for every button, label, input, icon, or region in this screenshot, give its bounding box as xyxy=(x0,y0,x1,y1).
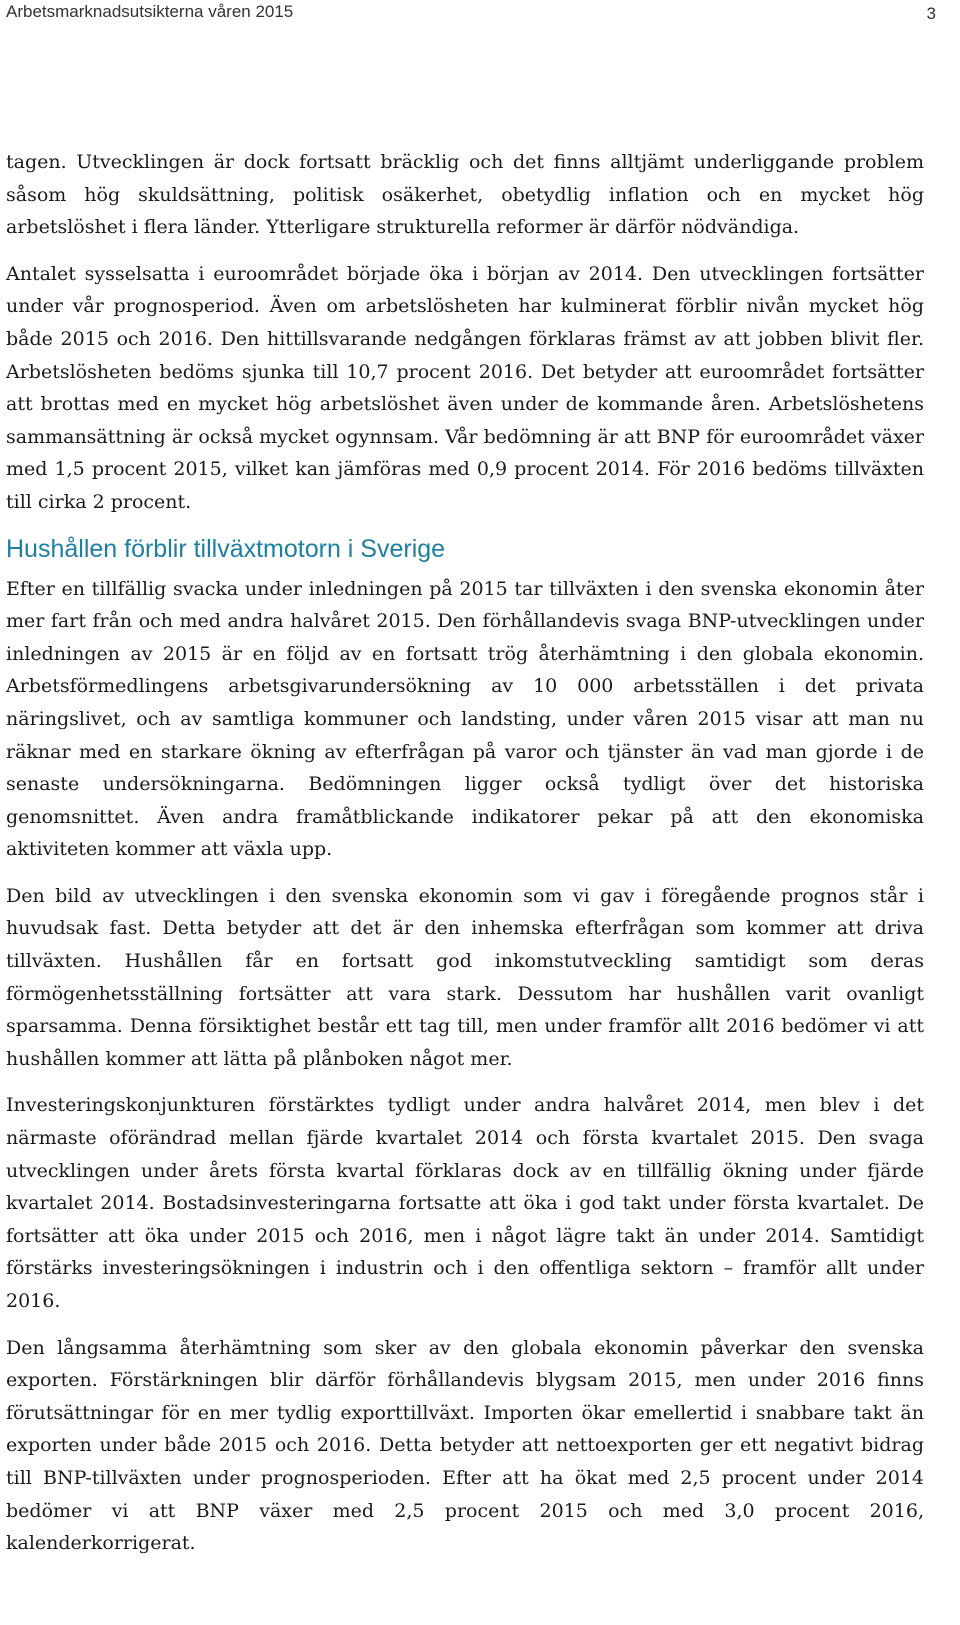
document-body xyxy=(6,146,924,1574)
paragraph-4: Den bild av utvecklingen i den svenska ekonomin som vi gav i föregående prognos står i huvudsak fast. Detta betyder att det är den inhemska efterfrågan som kommer att driva tillväxten. Hushållen får en fortsatt god inkomstutveckling samtidigt som deras förmögenhetsställning fortsätter att vara stark. Dessutom har hushållen varit ovanligt sparsamma. Denna försiktighet består ett tag till, men under framför allt 2016 bedömer vi att hushållen kommer att lätta på plånboken något mer. xyxy=(6,884,924,1070)
page-header xyxy=(6,0,936,28)
paragraph-6: Den långsamma återhämtning som sker av den globala ekonomin påverkar den svenska exporten. Förstärkningen blir därför förhållandevis blygsam 2015, men under 2016 finns förutsättningar för en mer tydlig exporttillväxt. Importen ökar emellertid i snabbare takt än exporten under både 2015 och 2016. Detta betyder att nettoexporten ger ett negativt bidrag till BNP-tillväxten under prognosperioden. Efter att ha ökat med 2,5 procent under 2014 bedömer vi att BNP växer med 2,5 procent 2015 och med 3,0 procent 2016, kalenderkorrigerat. xyxy=(6,1336,924,1555)
running-title: Arbetsmarknadsutsikterna våren 2015 xyxy=(6,2,294,21)
paragraph-3: Efter en tillfällig svacka under inledningen på 2015 tar tillväxten i den svenska ekonomin åter mer fart från och med andra halvåret 2015. Den förhållandevis svaga BNP-utvecklingen under inledningen av 2015 är en följd av en fortsatt trög återhämtning i den globala ekonomin. Arbetsförmedlingens arbetsgivarundersökning av 10 000 arbetsställen i det privata näringslivet, och av samtliga kommuner och landsting, under våren 2015 visar att man nu räknar med en starkare ökning av efterfrågan på varor och tjänster än vad man gjorde i de senaste undersökningarna. Bedömningen ligger också tydligt över det historiska genomsnittet. Även andra framåtblickande indikatorer pekar på att den ekonomiska aktiviteten kommer att växla upp. xyxy=(6,577,924,861)
paragraph-5: Investeringskonjunkturen förstärktes tydligt under andra halvåret 2014, men blev i det närmaste oförändrad mellan fjärde kvartalet 2014 och första kvartalet 2015. Den svaga utvecklingen under årets första kvartal förklaras dock av en tillfällig ökning under fjärde kvartalet 2014. Bostadsinvesteringarna fortsatte att öka i god takt under första kvartalet. De fortsätter att öka under 2015 och 2016, men i något lägre takt än under 2014. Samtidigt förstärks investeringsökningen i industrin och i den offentliga sektorn – framför allt under 2016. xyxy=(6,1094,924,1312)
paragraph-2: Antalet sysselsatta i euroområdet började öka i början av 2014. Den utvecklingen fortsätter under vår prognosperiod. Även om arbetslösheten har kulminerat förblir nivån mycket hög både 2015 och 2016. Den hittillsvarande nedgången förklaras främst av att jobben blivit fler. Arbetslösheten bedöms sjunka till 10,7 procent 2016. Det betyder att euroområdet fortsätter att brottas med en mycket hög arbetslöshet även under de kommande åren. Arbetslöshetens sammansättning är också mycket ogynnsam. Vår bedömning är att BNP för euroområdet växer med 1,5 procent 2015, vilket kan jämföras med 0,9 procent 2014. För 2016 bedöms tillväxten till cirka 2 procent. xyxy=(6,262,924,513)
section-heading: Hushållen förblir tillväxtmotorn i Sverige xyxy=(6,534,446,563)
page-number: 3 xyxy=(926,4,936,23)
paragraph-1: tagen. Utvecklingen är dock fortsatt bräcklig och det finns alltjämt underliggande problem såsom hög skuldsättning, politisk osäkerhet, obetydlig inflation och en mycket hög arbetslöshet i flera länder. Ytterligare strukturella reformer är därför nödvändiga. xyxy=(6,151,924,239)
